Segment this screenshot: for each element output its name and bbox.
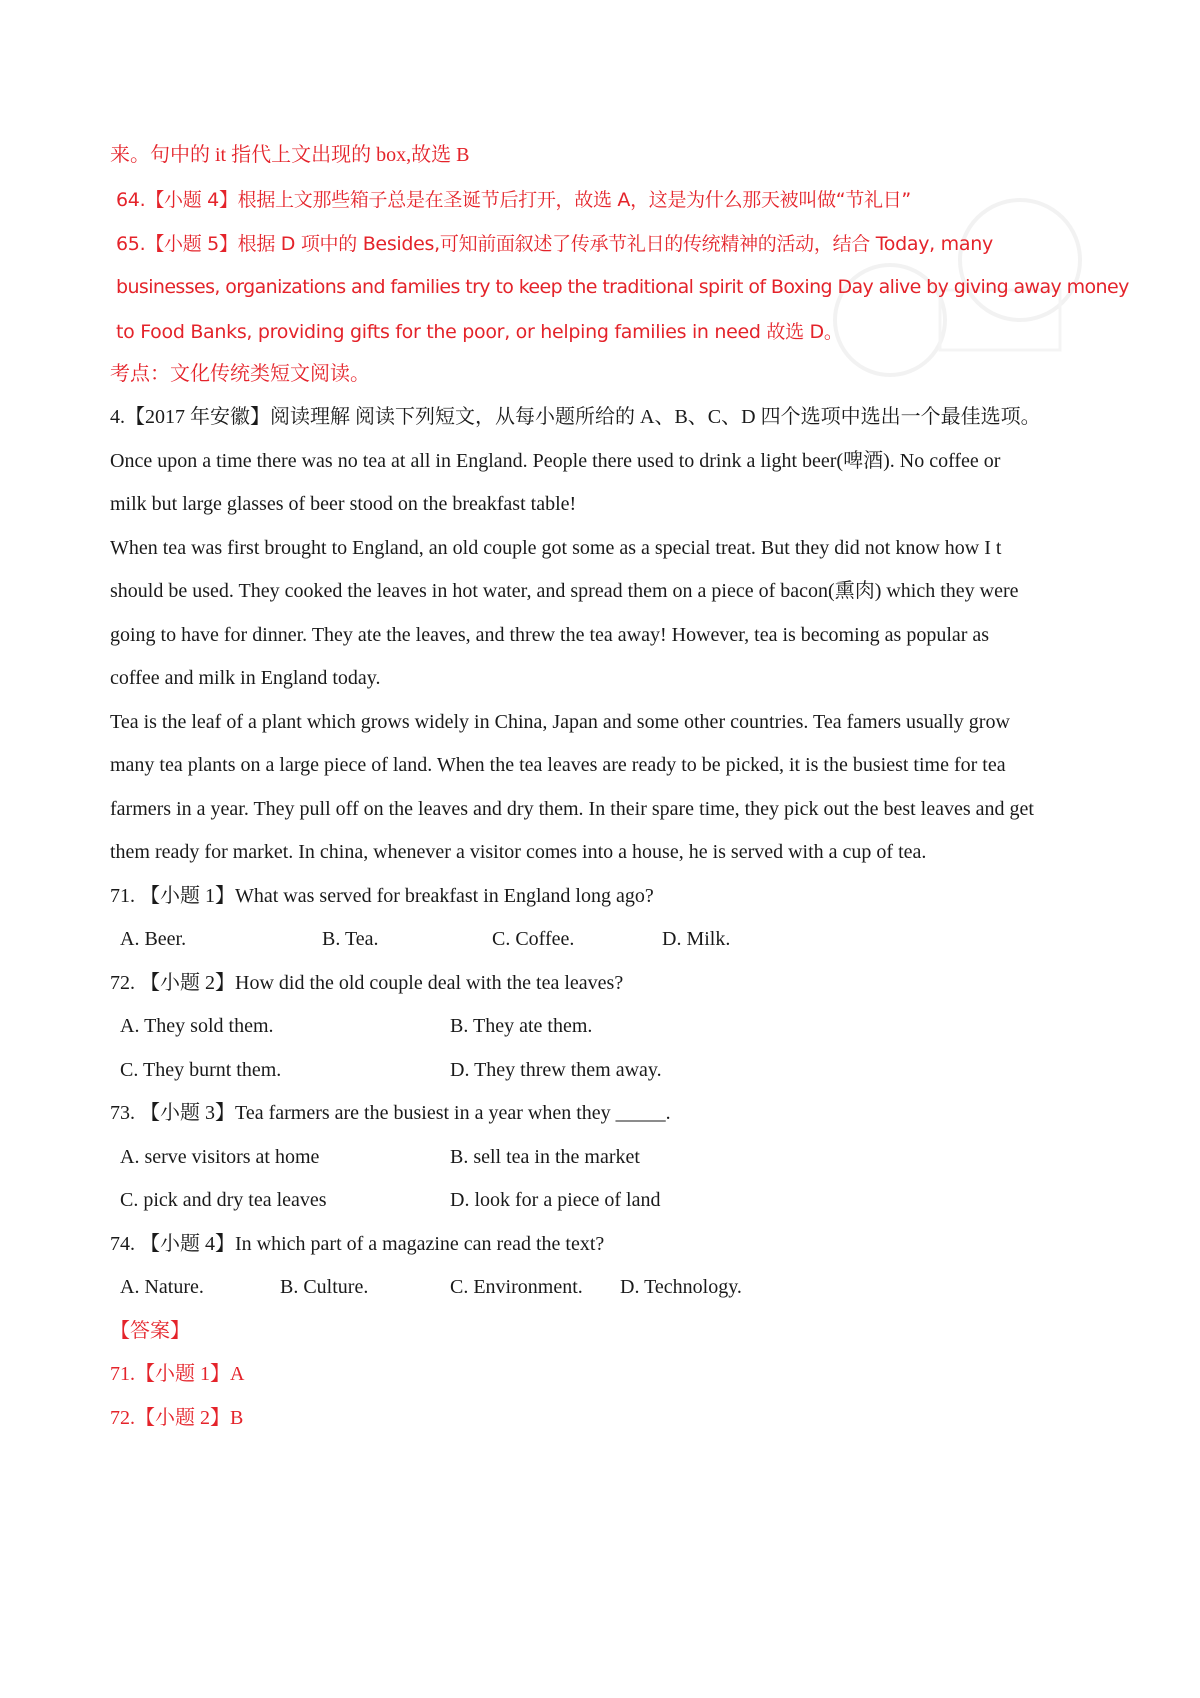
question-stem-73: 73. 【小题 3】Tea farmers are the busiest in a year when they _____. bbox=[110, 1102, 671, 1124]
analysis-line-4: businesses, organizations and families try to keep the traditional spirit of Boxing Day alive by giving away money bbox=[116, 276, 1129, 298]
option-72-d: D. They threw them away. bbox=[450, 1059, 662, 1081]
passage-line: coffee and milk in England today. bbox=[110, 667, 381, 689]
option-72-a: A. They sold them. bbox=[120, 1015, 274, 1037]
passage-line: When tea was first brought to England, an old couple got some as a special treat. But they did not know how I t bbox=[110, 537, 1002, 559]
option-73-b: B. sell tea in the market bbox=[450, 1146, 640, 1168]
answer-72: 72.【小题 2】B bbox=[110, 1407, 244, 1429]
option-73-c: C. pick and dry tea leaves bbox=[120, 1189, 327, 1211]
answer-71: 71.【小题 1】A bbox=[110, 1363, 245, 1385]
passage-line: milk but large glasses of beer stood on the breakfast table! bbox=[110, 493, 577, 515]
option-71-a: A. Beer. bbox=[120, 928, 187, 950]
passage-line: Tea is the leaf of a plant which grows widely in China, Japan and some other countries. Tea famers usually grow bbox=[110, 711, 1010, 733]
option-74-c: C. Environment. bbox=[450, 1276, 583, 1298]
analysis-line-3: 65.【小题 5】根据 D 项中的 Besides,可知前面叙述了传承节礼日的传统精神的活动，结合 Today, many bbox=[116, 233, 993, 255]
option-73-a: A. serve visitors at home bbox=[120, 1146, 320, 1168]
option-71-b: B. Tea. bbox=[322, 928, 379, 950]
passage-line: many tea plants on a large piece of land. When the tea leaves are ready to be picked, it is the busiest time for tea bbox=[110, 754, 1006, 776]
question-heading: 4.【2017 年安徽】阅读理解 阅读下列短文，从每小题所给的 A、B、C、D 四个选项中选出一个最佳选项。 bbox=[110, 406, 1041, 428]
option-72-c: C. They burnt them. bbox=[120, 1059, 282, 1081]
analysis-line-5: to Food Banks, providing gifts for the poor, or helping families in need 故选 D。 bbox=[116, 321, 843, 343]
option-74-a: A. Nature. bbox=[120, 1276, 204, 1298]
answer-label: 【答案】 bbox=[110, 1320, 190, 1342]
passage-line: them ready for market. In china, whenever a visitor comes into a house, he is served with a cup of tea. bbox=[110, 841, 927, 863]
question-stem-71: 71. 【小题 1】What was served for breakfast in England long ago? bbox=[110, 885, 654, 907]
option-74-d: D. Technology. bbox=[620, 1276, 742, 1298]
option-71-d: D. Milk. bbox=[662, 928, 731, 950]
analysis-line-1: 来。句中的 it 指代上文出现的 box,故选 B bbox=[110, 144, 470, 166]
option-71-c: C. Coffee. bbox=[492, 928, 575, 950]
question-stem-74: 74. 【小题 4】In which part of a magazine can read the text? bbox=[110, 1233, 605, 1255]
passage-line: farmers in a year. They pull off on the leaves and dry them. In their spare time, they pick out the best leaves and get bbox=[110, 798, 1034, 820]
passage-line: Once upon a time there was no tea at all in England. People there used to drink a light beer(啤酒). No coffee or bbox=[110, 450, 1001, 472]
option-72-b: B. They ate them. bbox=[450, 1015, 593, 1037]
option-74-b: B. Culture. bbox=[280, 1276, 369, 1298]
question-stem-72: 72. 【小题 2】How did the old couple deal with the tea leaves? bbox=[110, 972, 624, 994]
kaodian-note: 考点：文化传统类短文阅读。 bbox=[110, 363, 370, 385]
passage-line: should be used. They cooked the leaves in hot water, and spread them on a piece of bacon(熏肉) which they were bbox=[110, 580, 1019, 602]
analysis-line-2: 64.【小题 4】根据上文那些箱子总是在圣诞节后打开，故选 A，这是为什么那天被叫做“节礼日” bbox=[116, 189, 911, 211]
passage-line: going to have for dinner. They ate the leaves, and threw the tea away! However, tea is becoming as popular as bbox=[110, 624, 990, 646]
option-73-d: D. look for a piece of land bbox=[450, 1189, 661, 1211]
